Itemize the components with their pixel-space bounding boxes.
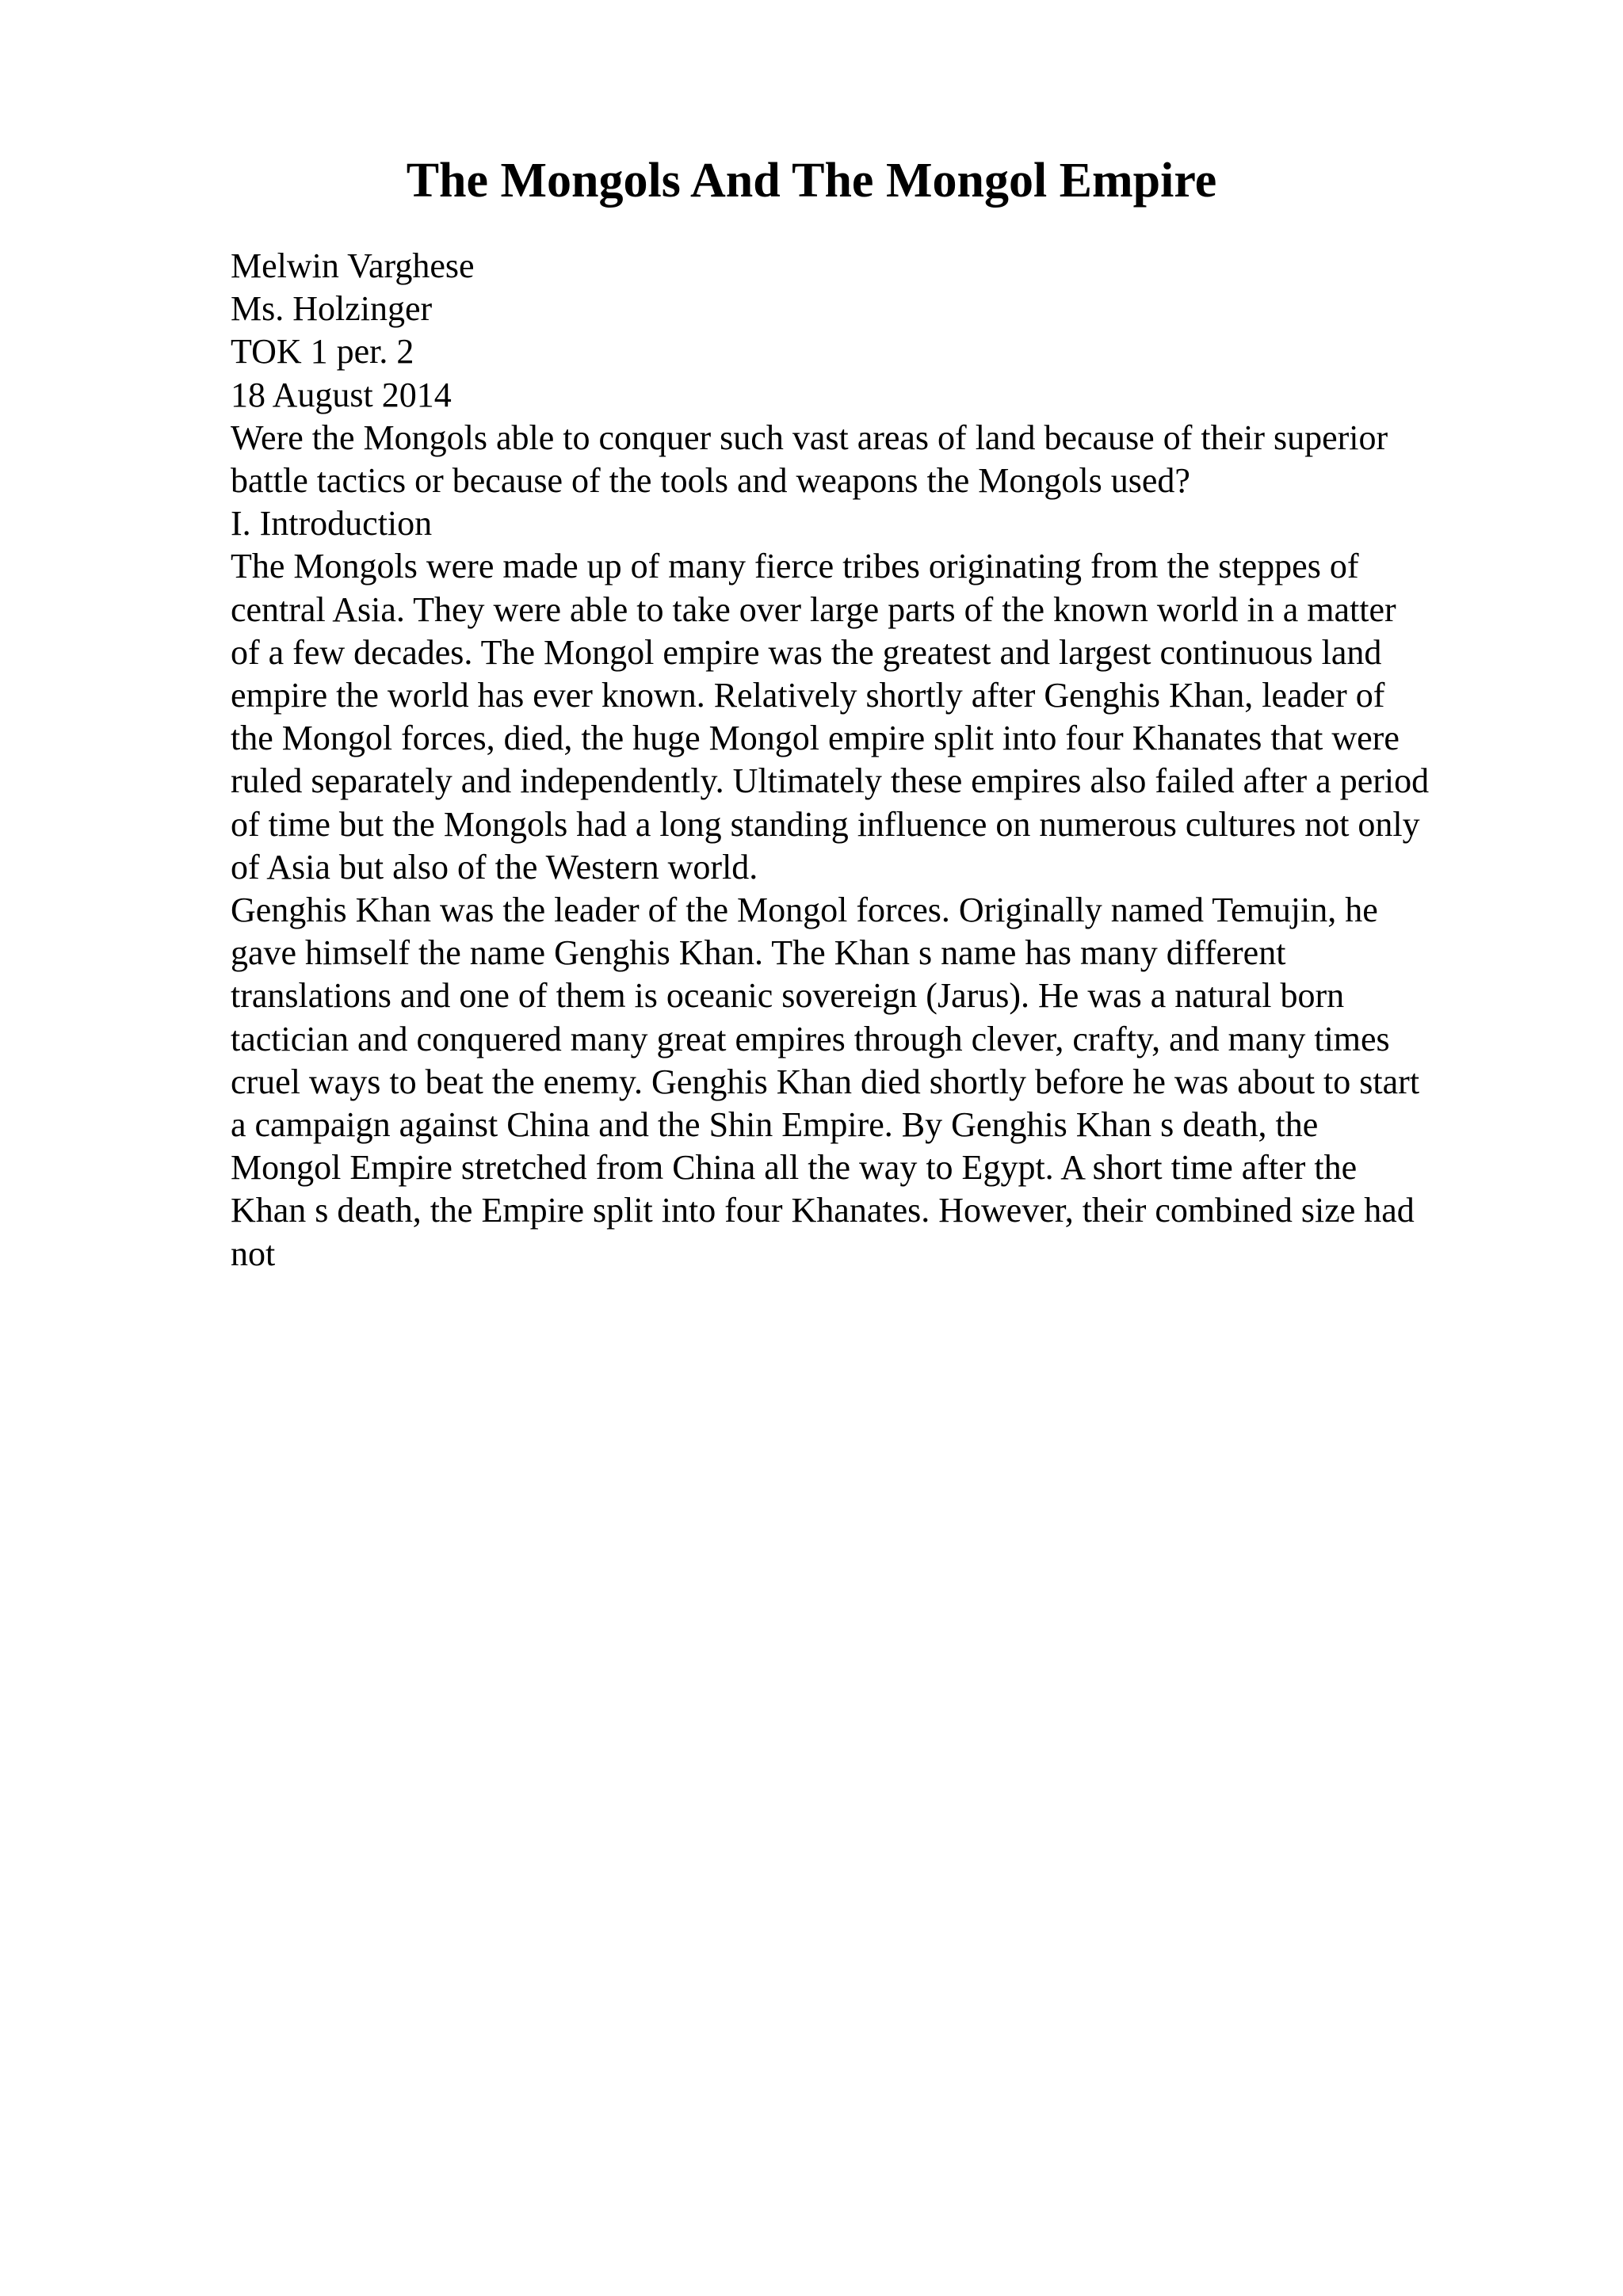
question-line: Were the Mongols able to conquer such vast areas of land because of their superior — [231, 418, 1388, 457]
paragraph-line: of time but the Mongols had a long standing influence on numerous cultures not only — [231, 804, 1420, 844]
question-line: battle tactics or because of the tools and weapons the Mongols used? — [231, 461, 1190, 501]
course-info: TOK 1 per. 2 — [231, 332, 414, 372]
teacher-name: Ms. Holzinger — [231, 289, 433, 329]
document-body — [231, 245, 1530, 1276]
document-title: The Mongols And The Mongol Empire — [406, 154, 1217, 208]
paragraph-line: of a few decades. The Mongol empire was the greatest and largest continuous land — [231, 632, 1382, 672]
paragraph-2 — [231, 889, 1530, 1276]
section-heading: I. Introduction — [231, 504, 433, 543]
paragraph-line: of Asia but also of the Western world. — [231, 847, 758, 887]
paragraph-line: Genghis Khan was the leader of the Mongol forces. Originally named Temujin, he — [231, 891, 1378, 930]
paragraph-line: not — [231, 1234, 276, 1273]
paragraph-line: gave himself the name Genghis Khan. The Khan s name has many different — [231, 933, 1286, 973]
paragraph-line: Khan s death, the Empire split into four Khanates. However, their combined size had — [231, 1191, 1415, 1230]
paragraph-line: the Mongol forces, died, the huge Mongol empire split into four Khanates that were — [231, 719, 1400, 758]
author-name: Melwin Varghese — [231, 246, 475, 285]
paragraph-line: Mongol Empire stretched from China all the way to Egypt. A short time after the — [231, 1148, 1358, 1188]
paragraph-line: The Mongols were made up of many fierce tribes originating from the steppes of — [231, 547, 1359, 586]
paragraph-line: cruel ways to beat the enemy. Genghis Khan died shortly before he was about to start — [231, 1062, 1420, 1101]
paragraph-line: empire the world has ever known. Relatively shortly after Genghis Khan, leader of — [231, 676, 1385, 715]
paragraph-line: translations and one of them is oceanic sovereign (Jarus). He was a natural born — [231, 976, 1345, 1016]
document-date: 18 August 2014 — [231, 375, 452, 414]
paragraph-line: a campaign against China and the Shin Empire. By Genghis Khan s death, the — [231, 1105, 1319, 1145]
paragraph-1 — [231, 545, 1530, 889]
paragraph-line: tactician and conquered many great empires through clever, crafty, and many times — [231, 1019, 1390, 1058]
paragraph-line: ruled separately and independently. Ultimately these empires also failed after a period — [231, 761, 1430, 801]
research-question — [231, 417, 1530, 502]
paragraph-line: central Asia. They were able to take over large parts of the known world in a matter — [231, 589, 1396, 629]
